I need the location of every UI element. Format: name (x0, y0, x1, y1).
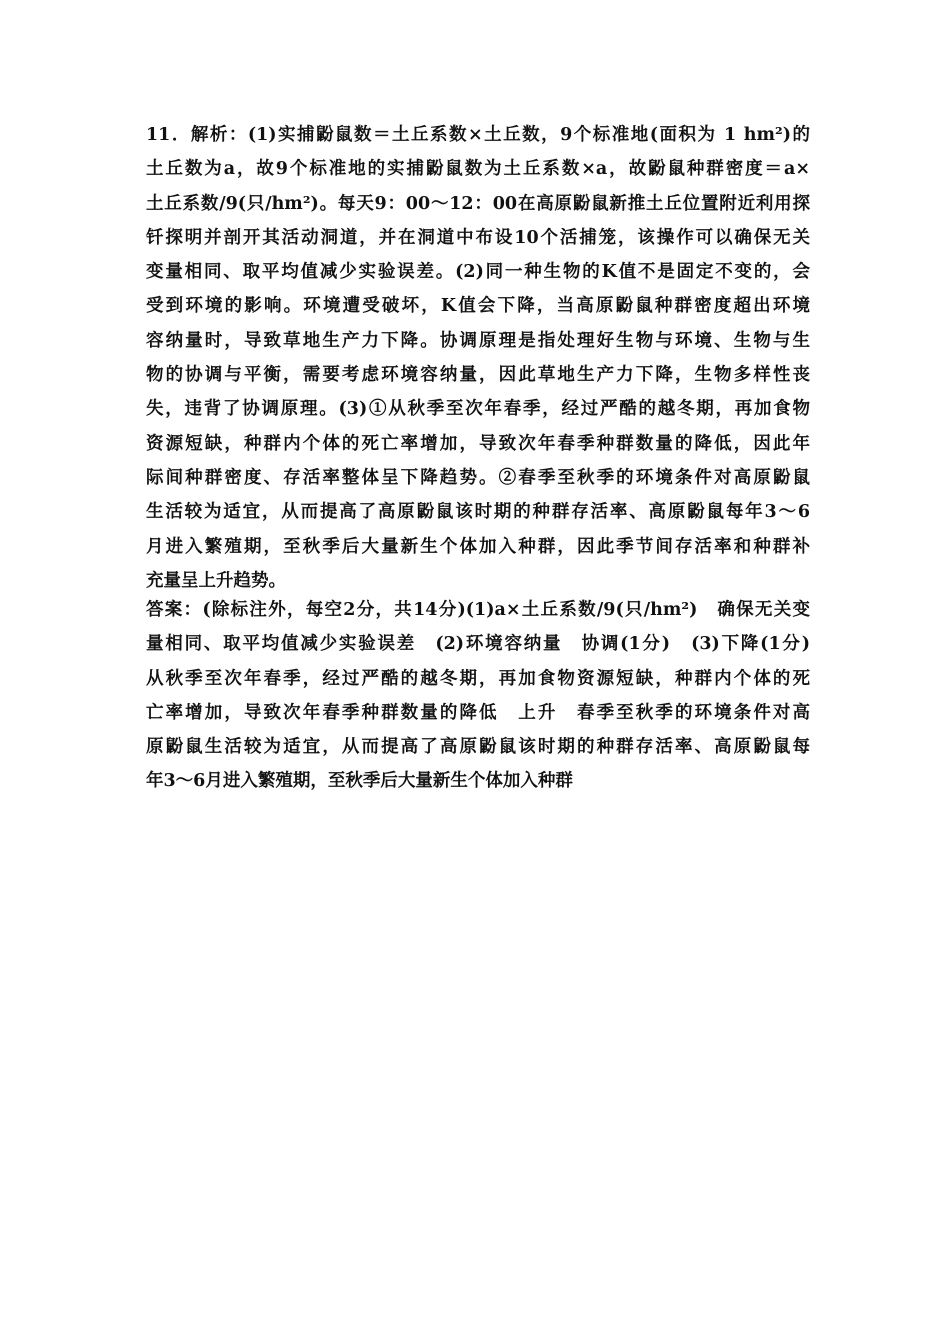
analysis-line: 11．解析：(1)实捕鼢鼠数＝土丘系数×土丘数，9个标准地(面积为 1 hm²)的 (146, 125, 810, 145)
analysis-line: 资源短缺，种群内个体的死亡率增加，导致次年春季种群数量的降低，因此年 (146, 433, 810, 454)
answer-line: 答案：(除标注外，每空2分，共14分)(1)a×土丘系数/9(只/hm²) 确保无关变 (146, 600, 810, 620)
analysis-line: 土丘数为a，故9个标准地的实捕鼢鼠数为土丘系数×a，故鼢鼠种群密度＝a× (146, 159, 810, 180)
analysis-line: 钎探明并剖开其活动洞道，并在洞道中布设10个活捕笼，该操作可以确保无关 (146, 227, 810, 248)
answer-line: 从秋季至次年春季，经过严酷的越冬期，再加食物资源短缺，种群内个体的死 (146, 668, 810, 689)
answer-label: 答案： (146, 600, 203, 620)
analysis-line: 受到环境的影响。环境遭受破坏，K值会下降，当高原鼢鼠种群密度超出环境 (146, 296, 810, 317)
answer-line: 原鼢鼠生活较为适宜，从而提高了高原鼢鼠该时期的种群存活率、高原鼢鼠每 (146, 737, 810, 758)
answer-line: 量相同、取平均值减少实验误差 (2)环境容纳量 协调(1分) (3)下降(1分) (146, 634, 810, 655)
analysis-line: 失，违背了协调原理。(3)①从秋季至次年春季，经过严酷的越冬期，再加食物 (146, 399, 810, 420)
analysis-line: 生活较为适宜，从而提高了高原鼢鼠该时期的种群存活率、高原鼢鼠每年3～6 (146, 502, 810, 523)
analysis-line: 月进入繁殖期，至秋季后大量新生个体加入种群，因此季节间存活率和种群补 (146, 536, 810, 557)
analysis-line: 物的协调与平衡，需要考虑环境容纳量，因此草地生产力下降，生物多样性丧 (146, 365, 810, 386)
analysis-line: 变量相同、取平均值减少实验误差。(2)同一种生物的K值不是固定不变的，会 (146, 262, 810, 283)
answer-line: 亡率增加，导致次年春季种群数量的降低 上升 春季至秋季的环境条件对高 (146, 702, 810, 723)
analysis-label: 11．解析： (146, 125, 248, 145)
analysis-line: 土丘系数/9(只/hm²)。每天9：00～12：00在高原鼢鼠新推土丘位置附近利用探 (146, 193, 810, 214)
answer-section (146, 593, 810, 799)
analysis-line: 际间种群密度、存活率整体呈下降趋势。②春季至秋季的环境条件对高原鼢鼠 (146, 467, 810, 488)
analysis-section (146, 118, 810, 598)
answer-line: 年3～6月进入繁殖期，至秋季后大量新生个体加入种群 (146, 771, 573, 792)
analysis-line: 充量呈上升趋势。 (146, 570, 286, 591)
analysis-line: 容纳量时，导致草地生产力下降。协调原理是指处理好生物与环境、生物与生 (146, 330, 810, 351)
